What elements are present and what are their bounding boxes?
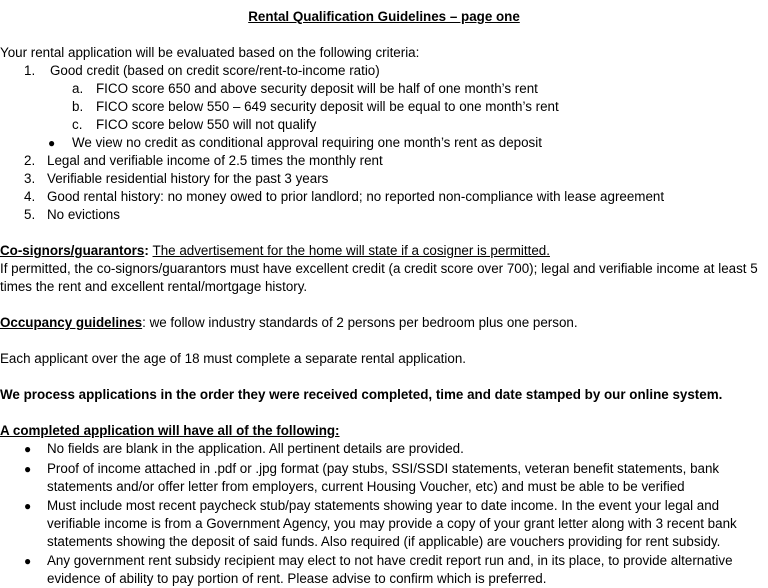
completed-heading: A completed application will have all of the following: [0,423,340,438]
cosigners-heading-line [0,242,550,260]
list-item: No fields are blank in the application. All pertinent details are provided. [47,441,464,456]
criterion-number: 3. [24,171,36,186]
list-item: statements showing the deposit of said funds. Also required (if applicable) are vouchers providing for rent subsidy. [47,534,721,549]
bullet-icon: ● [24,554,32,568]
bullet-icon: ● [24,499,32,513]
criterion-number: 5. [24,207,36,222]
criterion-text: Legal and verifiable income of 2.5 times the monthly rent [47,153,383,168]
criterion-number: 4. [24,189,36,204]
sub-letter: c. [72,117,83,132]
cosigners-text: If permitted, the co-signors/guarantors must have excellent credit (a credit score over 700); legal and verifiable income at least 5 [0,261,758,276]
occupancy-text: : we follow industry standards of 2 persons per bedroom plus one person. [142,315,578,330]
intro-text: Your rental application will be evaluated based on the following criteria: [0,45,420,60]
bullet-icon: ● [48,136,56,150]
criterion-text: Good rental history: no money owed to prior landlord; no reported non-compliance with lease agreement [47,189,665,204]
no-credit-note: We view no credit as conditional approval requiring one month’s rent as deposit [72,135,542,150]
sub-text: FICO score 650 and above security deposit will be half of one month’s rent [96,81,538,96]
list-item: evidence of ability to pay portion of rent. Please advise to confirm which is preferred. [47,571,547,586]
cosigners-heading: Co-signors/guarantors [0,243,145,258]
list-item: Proof of income attached in .pdf or .jpg format (pay stubs, SSI/SSDI statements, veteran benefit statements, bank [47,461,720,476]
criterion-number: 2. [24,153,36,168]
sub-text: FICO score below 550 – 649 security deposit will be equal to one month’s rent [96,99,559,114]
cosigners-sep: : [144,243,153,258]
process-note: We process applications in the order they were received completed, time and date stamped by our online system. [0,387,723,402]
sub-text: FICO score below 550 will not qualify [96,117,317,132]
criterion-text: Verifiable residential history for the past 3 years [47,171,329,186]
criterion-text: No evictions [47,207,120,222]
cosigners-text: times the rent and excellent rental/mortgage history. [0,279,308,294]
applicant-note: Each applicant over the age of 18 must complete a separate rental application. [0,351,466,366]
bullet-icon: ● [24,442,32,456]
bullet-icon: ● [24,462,32,476]
occupancy-heading: Occupancy guidelines [0,315,143,330]
page-title: Rental Qualification Guidelines – page one [248,9,520,24]
occupancy-line [0,314,578,332]
sub-letter: b. [72,99,84,114]
criterion-number: 1. [24,63,36,78]
sub-letter: a. [72,81,84,96]
criterion-text: Good credit (based on credit score/rent-to-income ratio) [50,63,380,78]
list-item: statements and/or offer letter from employers, current Housing Voucher, etc) and must be able to be verified [47,479,685,494]
list-item: Must include most recent paycheck stub/pay statements showing year to date income. In the event your legal and [47,498,720,513]
list-item: Any government rent subsidy recipient may elect to not have credit report run and, in its place, to provide alternative [47,553,733,568]
cosigners-statement: The advertisement for the home will state if a cosigner is permitted. [152,243,550,258]
list-item: verifiable income is from a Government Agency, you may provide a copy of your grant letter along with 3 recent bank [47,516,737,531]
